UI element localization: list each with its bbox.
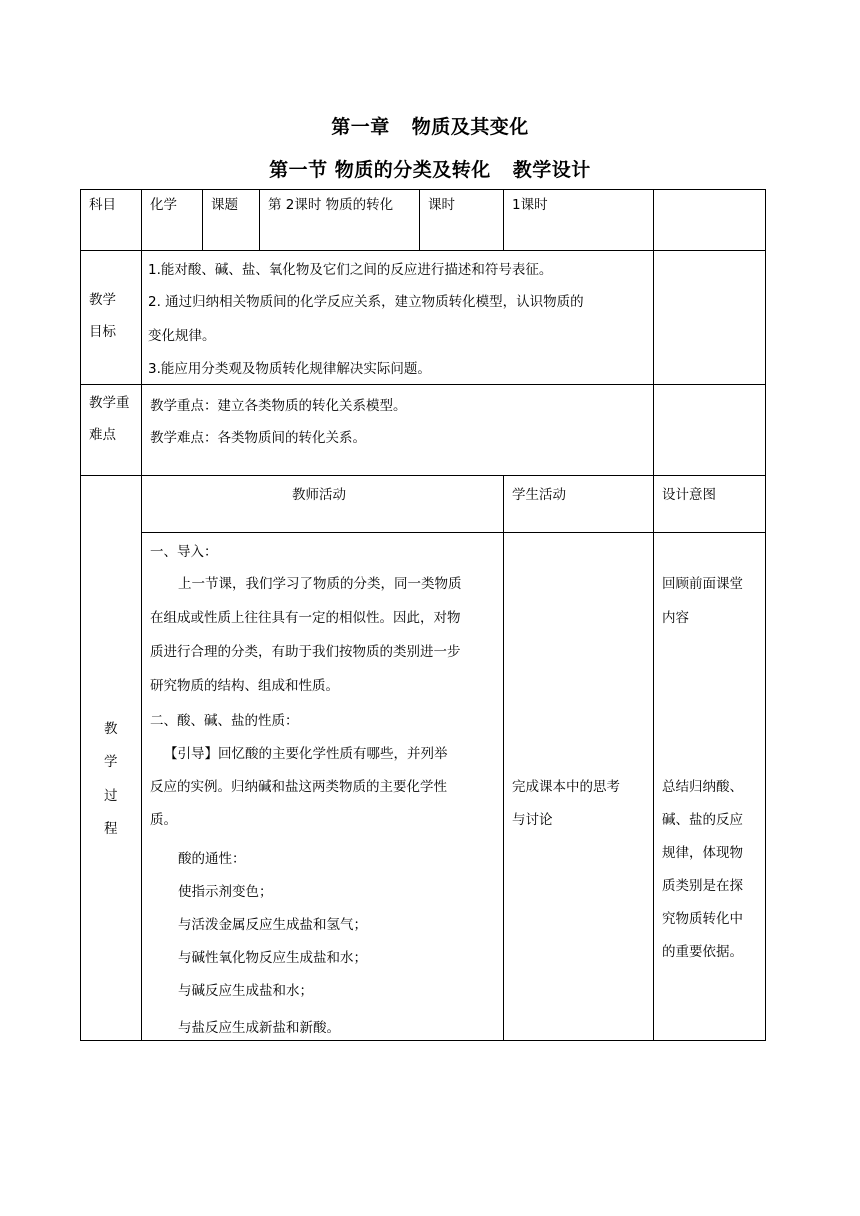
goal-item-1: 1.能对酸、碱、盐、氧化物及它们之间的反应进行描述和符号表征。 (148, 262, 553, 278)
teacher-line: 在组成或性质上往往具有一定的相似性。因此，对物 (150, 610, 461, 626)
header-student-activity: 学生活动 (512, 487, 566, 503)
teaching-difficulty: 教学难点：各类物质间的转化关系。 (150, 430, 366, 446)
teacher-line: 质进行合理的分类，有助于我们按物质的类别进一步 (150, 644, 461, 660)
intent-line: 质类别是在探 (662, 878, 743, 894)
subject-value: 化学 (150, 197, 177, 213)
topic-label: 课题 (211, 197, 238, 213)
column-divider (202, 189, 203, 250)
row-divider (80, 384, 766, 385)
column-divider (503, 189, 504, 250)
teacher-line: 与碱反应生成盐和水； (178, 983, 313, 999)
intent-line: 总结归纳酸、 (662, 779, 743, 795)
goals-label-line: 教学 (89, 292, 116, 308)
intent-line: 究物质转化中 (662, 911, 743, 927)
column-divider (653, 189, 654, 1041)
goal-item-2-cont: 变化规律。 (148, 328, 216, 344)
teacher-line: 反应的实例。归纳碱和盐这两类物质的主要化学性 (150, 779, 447, 795)
goal-item-2: 2. 通过归纳相关物质间的化学反应关系，建立物质转化模型，认识物质的 (148, 294, 584, 310)
row-divider (141, 532, 766, 533)
subject-label: 科目 (89, 197, 116, 213)
header-teacher-activity: 教师活动 (292, 487, 346, 503)
hours-label: 课时 (428, 197, 455, 213)
table-border-top (80, 189, 766, 190)
teacher-line: 使指示剂变色； (178, 884, 273, 900)
process-label-char: 教 (104, 721, 118, 737)
table-border-left (80, 189, 81, 1041)
teacher-line: 研究物质的结构、组成和性质。 (150, 678, 339, 694)
topic-value: 第 2课时 物质的转化 (268, 197, 394, 213)
student-line: 完成课本中的思考 (512, 779, 620, 795)
row-divider (80, 250, 766, 251)
intent-line: 的重要依据。 (662, 944, 743, 960)
teacher-line: 上一节课，我们学习了物质的分类，同一类物质 (178, 576, 462, 592)
teacher-line: 酸的通性： (178, 851, 246, 867)
header-design-intent: 设计意图 (662, 487, 716, 503)
teacher-line: 一、导入： (150, 544, 218, 560)
intent-line: 碱、盐的反应 (662, 812, 743, 828)
key-points-label (89, 394, 130, 444)
goals-label-line: 目标 (89, 324, 116, 340)
row-divider (80, 475, 766, 476)
chapter-title: 第一章 物质及其变化 (331, 116, 529, 138)
hours-value: 1课时 (512, 197, 548, 213)
goal-item-3: 3.能应用分类观及物质转化规律解决实际问题。 (148, 361, 431, 377)
teacher-line: 与盐反应生成新盐和新酸。 (178, 1020, 340, 1036)
student-line: 与讨论 (512, 812, 553, 828)
column-divider (259, 189, 260, 250)
intent-line: 内容 (662, 610, 689, 626)
column-divider (141, 189, 142, 1041)
intent-line: 规律，体现物 (662, 845, 743, 861)
process-label-char: 学 (104, 754, 118, 770)
key-points-label-line: 难点 (89, 427, 116, 443)
teacher-line: 与碱性氧化物反应生成盐和水； (178, 950, 367, 966)
teacher-line: 与活泼金属反应生成盐和氢气； (178, 917, 367, 933)
teacher-line: 【引导】回忆酸的主要化学性质有哪些，并列举 (164, 746, 448, 762)
teacher-line: 质。 (150, 812, 177, 828)
table-border-right (765, 189, 766, 1041)
column-divider (419, 189, 420, 250)
process-label-char: 程 (104, 821, 118, 837)
column-divider (503, 475, 504, 1040)
goals-label (89, 291, 116, 341)
table-border-bottom (80, 1040, 766, 1041)
intent-line: 回顾前面课堂 (662, 576, 743, 592)
teaching-focus: 教学重点：建立各类物质的转化关系模型。 (150, 398, 407, 414)
key-points-label-line: 教学重 (89, 395, 130, 411)
process-label-char: 过 (104, 788, 118, 804)
teacher-line: 二、酸、碱、盐的性质： (150, 713, 299, 729)
section-title: 第一节 物质的分类及转化 教学设计 (269, 159, 591, 181)
